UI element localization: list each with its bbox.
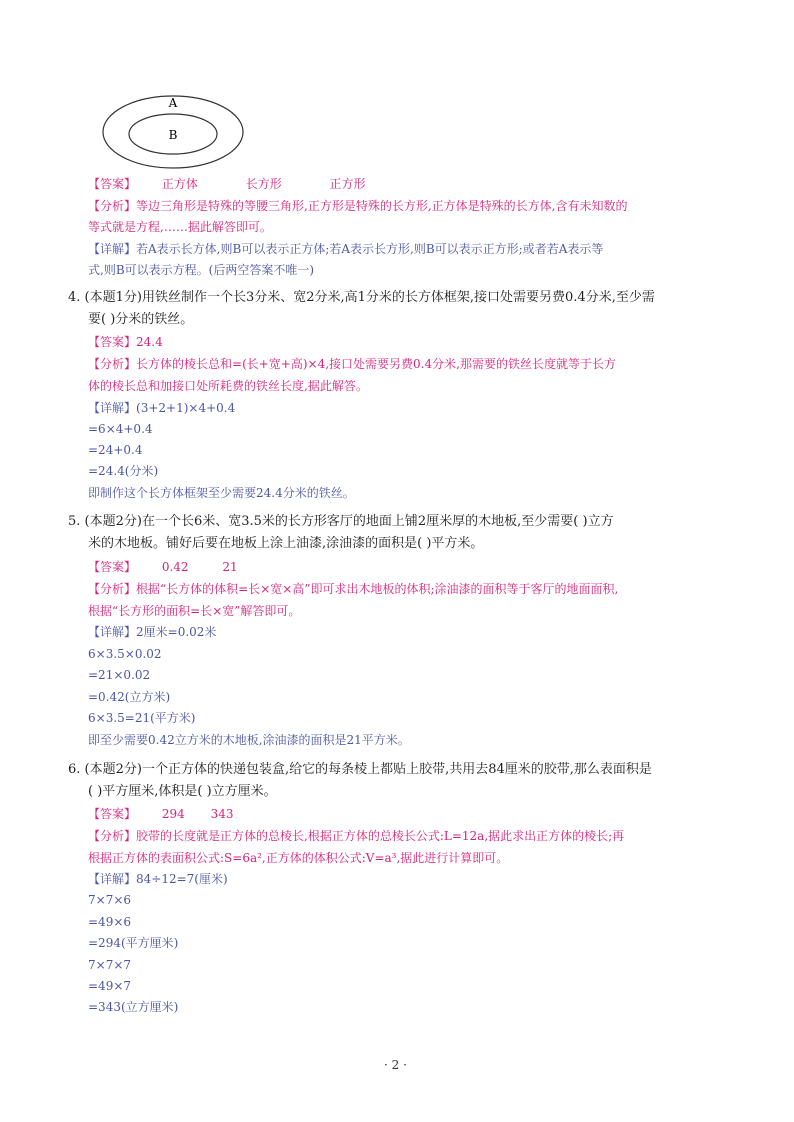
q4-question-line-2: 要( )分米的铁丝。: [88, 312, 194, 327]
q3-detail-line-2: 式,则B可以表示方程。(后两空答案不唯一): [88, 263, 314, 277]
q6-analysis-line-2: 根据正方体的表面积公式:S=6a²,正方体的体积公式:V=a³,据此进行计算即可。: [88, 851, 509, 865]
q3-answer-line: [88, 174, 366, 195]
q3-analysis-line-2: 等式就是方程,……据此解答即可。: [88, 220, 272, 234]
q5-analysis-line-1: 【分析】根据“长方体的体积=长×宽×高”即可求出木地板的体积;涂油漆的面积等于客厅的地面面积,: [88, 582, 619, 596]
q4-detail-line-2: =6×4+0.4: [88, 422, 153, 436]
q5-detail-line-1: 【详解】2厘米=0.02米: [88, 625, 217, 639]
q5-detail-line-4: =0.42(立方米): [88, 690, 171, 704]
q6-answer-line: [88, 804, 233, 825]
answer-1: 294: [161, 807, 185, 821]
inner-label: B: [168, 128, 178, 142]
q5-detail-line-6: 即至少需要0.42立方米的木地板,涂油漆的面积是21平方米。: [88, 733, 410, 747]
page-number: · 2 ·: [384, 1058, 407, 1072]
answer-1: 0.42: [161, 560, 189, 574]
q6-question-line-2: ( )平方厘米,体积是( )立方厘米。: [88, 784, 277, 799]
answer-tag: 【答案】: [88, 807, 137, 821]
q4-detail-line-5: 即制作这个长方体框架至少需要24.4分米的铁丝。: [88, 486, 355, 500]
set-diagram: [98, 92, 248, 172]
q6-analysis-line-1: 【分析】胶带的长度就是正方体的总棱长,根据正方体的总棱长公式:L=12a,据此求出正方体的棱长;再: [88, 829, 625, 843]
q4-detail-line-4: =24.4(分米): [88, 464, 159, 478]
q3-analysis-line-1: 【分析】等边三角形是特殊的等腰三角形,正方形是特殊的长方形,正方体是特殊的长方体,含有未知数的: [88, 199, 628, 213]
q4-analysis-line-1: 【分析】长方体的棱长总和=(长+宽+高)×4,接口处需要另费0.4分米,那需要的铁丝长度就等于长方: [88, 357, 616, 371]
q4-answer-line: [88, 332, 163, 353]
analysis-tag: 【分析】: [88, 199, 137, 213]
analysis-tag: 【分析】: [88, 582, 137, 596]
answer-2: 343: [210, 807, 234, 821]
answer-tag: 【答案】: [88, 335, 137, 349]
q4-analysis-line-2: 体的棱长总和加接口处所耗费的铁丝长度,据此解答。: [88, 379, 368, 393]
q6-question-line-1: 6. (本题2分)一个正方体的快递包装盒,给它的每条棱上都贴上胶带,共用去84厘米的胶带,那么表面积是: [68, 762, 652, 777]
q6-detail-line-6: =49×7: [88, 979, 132, 993]
q4-detail-line-1: 【详解】(3+2+1)×4+0.4: [88, 401, 236, 415]
answer-tag: 【答案】: [88, 177, 137, 191]
answer-3: 正方形: [329, 177, 366, 191]
answer-2: 21: [222, 560, 238, 574]
q5-analysis-line-2: 根据“长方形的面积=长×宽”解答即可。: [88, 604, 301, 618]
analysis-tag: 【分析】: [88, 829, 137, 843]
q6-detail-line-4: =294(平方厘米): [88, 936, 179, 950]
answer-tag: 【答案】: [88, 560, 137, 574]
detail-tag: 【详解】: [88, 401, 137, 415]
q5-detail-line-5: 6×3.5=21(平方米): [88, 711, 196, 725]
detail-tag: 【详解】: [88, 872, 137, 886]
answer-2: 长方形: [245, 177, 282, 191]
detail-tag: 【详解】: [88, 625, 137, 639]
q6-detail-line-5: 7×7×7: [88, 958, 132, 972]
q5-question-line-2: 米的木地板。铺好后要在地板上涂上油漆,涂油漆的面积是( )平方米。: [88, 536, 484, 551]
q4-detail-line-3: =24+0.4: [88, 443, 143, 457]
q5-detail-line-2: 6×3.5×0.02: [88, 647, 162, 661]
q4-question-line-1: 4. (本题1分)用铁丝制作一个长3分米、宽2分米,高1分米的长方体框架,接口处需要另费0.4分米,至少需: [68, 290, 655, 305]
q3-detail-line-1: 【详解】若A表示长方体,则B可以表示正方体;若A表示长方形,则B可以表示正方形;或者若A表示等: [88, 242, 604, 256]
q5-question-line-1: 5. (本题2分)在一个长6米、宽3.5米的长方形客厅的地面上铺2厘米厚的木地板,至少需要( )立方: [68, 514, 614, 529]
q6-detail-line-1: 【详解】84÷12=7(厘米): [88, 872, 228, 886]
outer-label: A: [168, 96, 178, 110]
q6-detail-line-3: =49×6: [88, 915, 132, 929]
answer-value: 24.4: [136, 335, 163, 349]
answer-1: 正方体: [161, 177, 198, 191]
q6-detail-line-2: 7×7×6: [88, 893, 132, 907]
q6-detail-line-7: =343(立方厘米): [88, 1000, 179, 1014]
analysis-tag: 【分析】: [88, 357, 137, 371]
q5-detail-line-3: =21×0.02: [88, 668, 151, 682]
detail-tag: 【详解】: [88, 242, 137, 256]
q5-answer-line: [88, 557, 238, 578]
